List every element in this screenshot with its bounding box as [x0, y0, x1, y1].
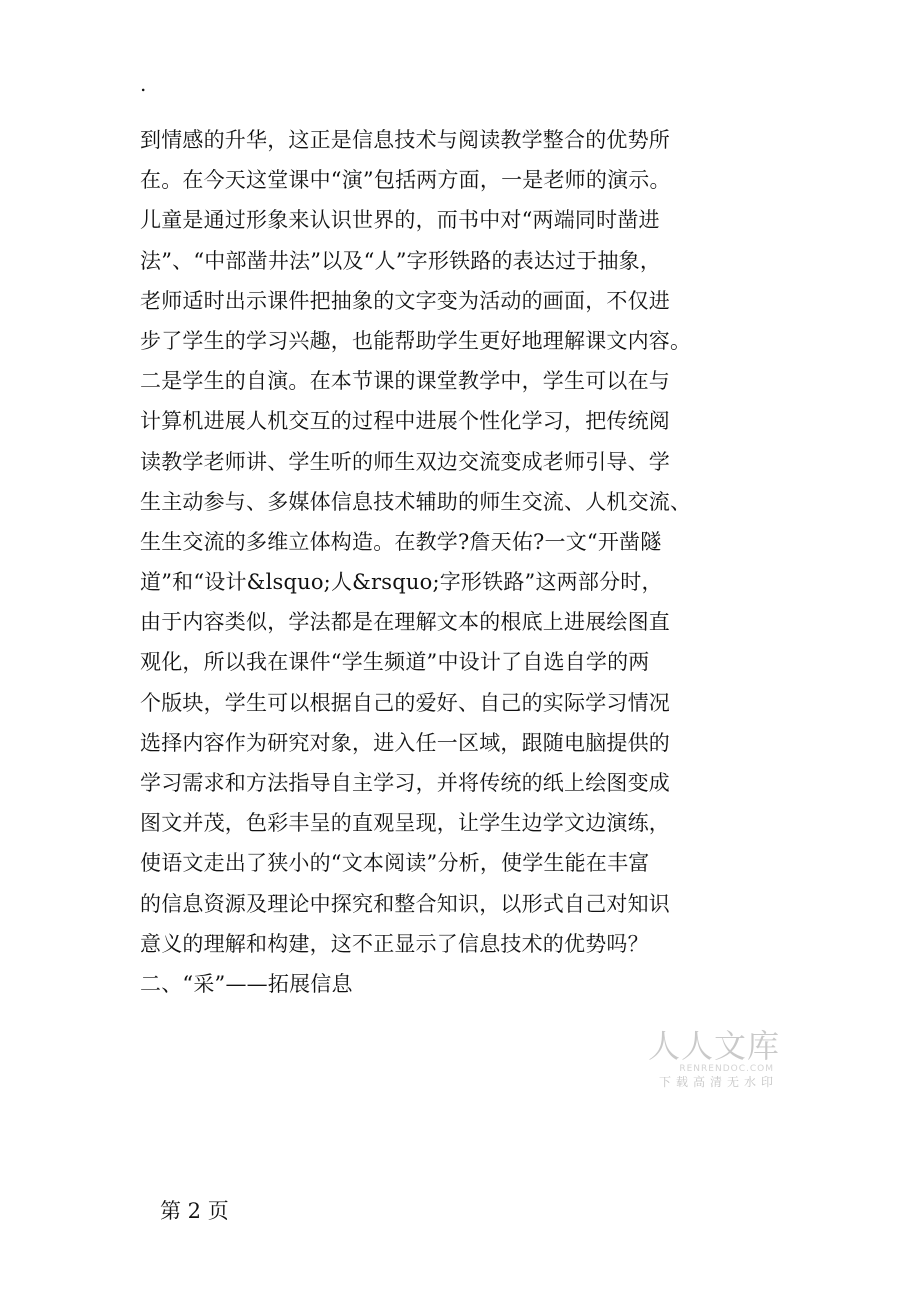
text-line: 选择内容作为研究对象，进入任一区域，跟随电脑提供的	[140, 730, 670, 755]
section-heading: 二、“采”——拓展信息	[140, 971, 353, 996]
text-line: 在。在今天这堂课中“演”包括两方面，一是老师的演示。	[140, 168, 671, 193]
text-line: 生主动参与、多媒体信息技术辅助的师生交流、人机交流、	[140, 489, 692, 514]
watermark-url: RENRENDOC.COM	[679, 1064, 774, 1074]
text-line: 图文并茂，色彩丰呈的直观呈现，让学生边学文边演练，	[140, 811, 670, 836]
text-line: 使语文走出了狭小的“文本阅读”分析，使学生能在丰富	[140, 851, 650, 876]
text-line: 读教学老师讲、学生听的师生双边交流变成老师引导、学	[140, 449, 670, 474]
text-line: 个版块，学生可以根据自己的爱好、自己的实际学习情况	[140, 690, 670, 715]
text-line: 道”和“设计&lsquo;人&rsquo;字形铁路”这两部分时，	[140, 570, 663, 595]
watermark-logo: 人人文库	[648, 1027, 781, 1065]
text-line: 步了学生的学习兴趣，也能帮助学生更好地理解课文内容。	[140, 328, 692, 353]
text-line: 观化，所以我在课件“学生频道”中设计了自选自学的两	[140, 650, 650, 675]
text-line: 生生交流的多维立体构造。在教学?詹天佑?一文“开凿隧	[140, 529, 662, 554]
text-line: 学习需求和方法指导自主学习，并将传统的纸上绘图变成	[140, 771, 670, 795]
text-line: 法”、“中部凿井法”以及“人”字形铁路的表达过于抽象，	[140, 248, 662, 273]
text-line: 意义的理解和构建，这不正显示了信息技术的优势吗？	[140, 931, 649, 956]
body-text	[140, 120, 800, 1004]
watermark	[648, 1027, 781, 1090]
text-line: 二是学生的自演。在本节课的课堂教学中，学生可以在与	[140, 369, 670, 394]
text-line: 到情感的升华，这正是信息技术与阅读教学整合的优势所	[140, 128, 670, 152]
text-line: 的信息资源及理论中探究和整合知识，以形式自己对知识	[140, 891, 670, 916]
page-number: 第 2 页	[160, 1199, 229, 1223]
text-line: 儿童是通过形象来认识世界的，而书中对“两端同时凿进	[140, 208, 660, 233]
watermark-tagline: 下载高清无水印	[658, 1075, 778, 1089]
text-line: 老师适时出示课件把抽象的文字变为活动的画面，不仅进	[140, 288, 670, 313]
header-dot: .	[140, 72, 147, 96]
text-line: 计算机进展人机交互的过程中进展个性化学习，把传统阅	[140, 409, 670, 434]
text-line: 由于内容类似，学法都是在理解文本的根底上进展绘图直	[140, 610, 670, 635]
